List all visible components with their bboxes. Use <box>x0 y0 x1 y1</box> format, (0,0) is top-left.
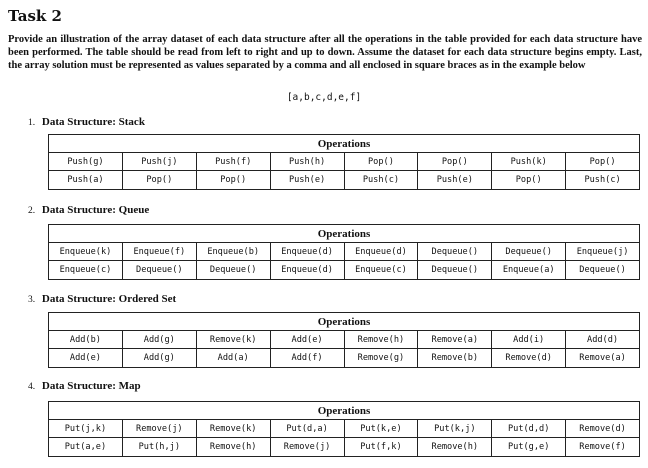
operation-cell: Enqueue(j) <box>566 243 640 261</box>
table-row <box>49 261 640 280</box>
section-title: Data Structure: Ordered Set <box>41 293 177 305</box>
operation-cell: Add(a) <box>196 349 270 368</box>
operation-cell: Push(f) <box>196 153 270 171</box>
operation-cell: Push(e) <box>418 171 492 190</box>
operation-cell: Remove(k) <box>196 331 270 349</box>
operation-cell: Remove(k) <box>196 420 270 438</box>
operation-cell: Pop() <box>344 153 418 171</box>
operation-cell: Enqueue(a) <box>492 261 566 280</box>
section-number: 2. <box>28 206 36 216</box>
operation-cell: Put(d,a) <box>270 420 344 438</box>
section-title: Data Structure: Stack <box>41 116 145 128</box>
operation-cell: Remove(g) <box>344 349 418 368</box>
operation-cell: Remove(h) <box>418 438 492 457</box>
operation-cell: Put(k,j) <box>418 420 492 438</box>
operation-cell: Push(h) <box>270 153 344 171</box>
operation-cell: Enqueue(c) <box>344 261 418 280</box>
section-number: 4. <box>28 382 36 392</box>
operation-cell: Push(j) <box>122 153 196 171</box>
operation-cell: Add(g) <box>122 349 196 368</box>
operation-cell: Put(j,k) <box>49 420 123 438</box>
operation-cell: Add(e) <box>49 349 123 368</box>
operation-cell: Push(e) <box>270 171 344 190</box>
operation-cell: Put(d,d) <box>492 420 566 438</box>
operation-cell: Push(c) <box>344 171 418 190</box>
operation-cell: Pop() <box>122 171 196 190</box>
operation-cell: Remove(h) <box>196 438 270 457</box>
operation-cell: Remove(j) <box>270 438 344 457</box>
operations-table-queue <box>48 224 640 280</box>
operation-cell: Enqueue(d) <box>344 243 418 261</box>
operation-cell: Dequeue() <box>492 243 566 261</box>
table-header: Operations <box>49 402 640 420</box>
section-heading-ordered-set <box>28 292 176 307</box>
section-heading-queue <box>28 203 149 218</box>
task-title: Task 2 <box>8 7 62 25</box>
operation-cell: Pop() <box>566 153 640 171</box>
operation-cell: Push(k) <box>492 153 566 171</box>
operations-table-stack <box>48 134 640 190</box>
table-row <box>49 349 640 368</box>
operation-cell: Add(i) <box>492 331 566 349</box>
operation-cell: Add(e) <box>270 331 344 349</box>
operation-cell: Enqueue(b) <box>196 243 270 261</box>
operation-cell: Remove(b) <box>418 349 492 368</box>
operation-cell: Remove(h) <box>344 331 418 349</box>
operation-cell: Remove(f) <box>566 438 640 457</box>
table-row <box>49 243 640 261</box>
operation-cell: Enqueue(f) <box>122 243 196 261</box>
section-number: 3. <box>28 295 36 305</box>
operation-cell: Dequeue() <box>418 243 492 261</box>
operation-cell: Remove(d) <box>492 349 566 368</box>
section-number: 1. <box>28 118 36 128</box>
section-title: Data Structure: Map <box>41 380 141 392</box>
operation-cell: Remove(j) <box>122 420 196 438</box>
operation-cell: Remove(a) <box>566 349 640 368</box>
table-row <box>49 331 640 349</box>
table-row <box>49 438 640 457</box>
operation-cell: Push(g) <box>49 153 123 171</box>
instructions-paragraph: Provide an illustration of the array dataset of each data structure after all the operations in the table provided for each data structure have been performed. The table should be read from left to right and up to down. Assume the dataset for each data structure begins empty. Last, the array solution must be represented as values separated by a comma and all enclosed in square braces as in the example below <box>8 34 642 71</box>
operation-cell: Remove(d) <box>566 420 640 438</box>
section-title: Data Structure: Queue <box>41 204 150 216</box>
operation-cell: Pop() <box>418 153 492 171</box>
operations-table-map <box>48 401 640 457</box>
operation-cell: Enqueue(c) <box>49 261 123 280</box>
section-heading-map <box>28 379 141 394</box>
operation-cell: Dequeue() <box>418 261 492 280</box>
operation-cell: Put(g,e) <box>492 438 566 457</box>
operation-cell: Put(k,e) <box>344 420 418 438</box>
operations-table-ordered-set <box>48 312 640 368</box>
table-header: Operations <box>49 135 640 153</box>
operation-cell: Put(h,j) <box>122 438 196 457</box>
operation-cell: Remove(a) <box>418 331 492 349</box>
operation-cell: Add(b) <box>49 331 123 349</box>
operation-cell: Dequeue() <box>566 261 640 280</box>
operation-cell: Dequeue() <box>196 261 270 280</box>
example-array: [a,b,c,d,e,f] <box>286 92 362 103</box>
table-header: Operations <box>49 225 640 243</box>
operation-cell: Add(d) <box>566 331 640 349</box>
operation-cell: Enqueue(d) <box>270 261 344 280</box>
table-row <box>49 171 640 190</box>
section-heading-stack <box>28 115 145 130</box>
operation-cell: Put(a,e) <box>49 438 123 457</box>
operation-cell: Put(f,k) <box>344 438 418 457</box>
table-row <box>49 153 640 171</box>
operation-cell: Pop() <box>196 171 270 190</box>
operation-cell: Pop() <box>492 171 566 190</box>
operation-cell: Add(g) <box>122 331 196 349</box>
operation-cell: Push(c) <box>566 171 640 190</box>
operation-cell: Enqueue(d) <box>270 243 344 261</box>
operation-cell: Dequeue() <box>122 261 196 280</box>
operation-cell: Enqueue(k) <box>49 243 123 261</box>
table-row <box>49 420 640 438</box>
operation-cell: Add(f) <box>270 349 344 368</box>
table-header: Operations <box>49 313 640 331</box>
operation-cell: Push(a) <box>49 171 123 190</box>
